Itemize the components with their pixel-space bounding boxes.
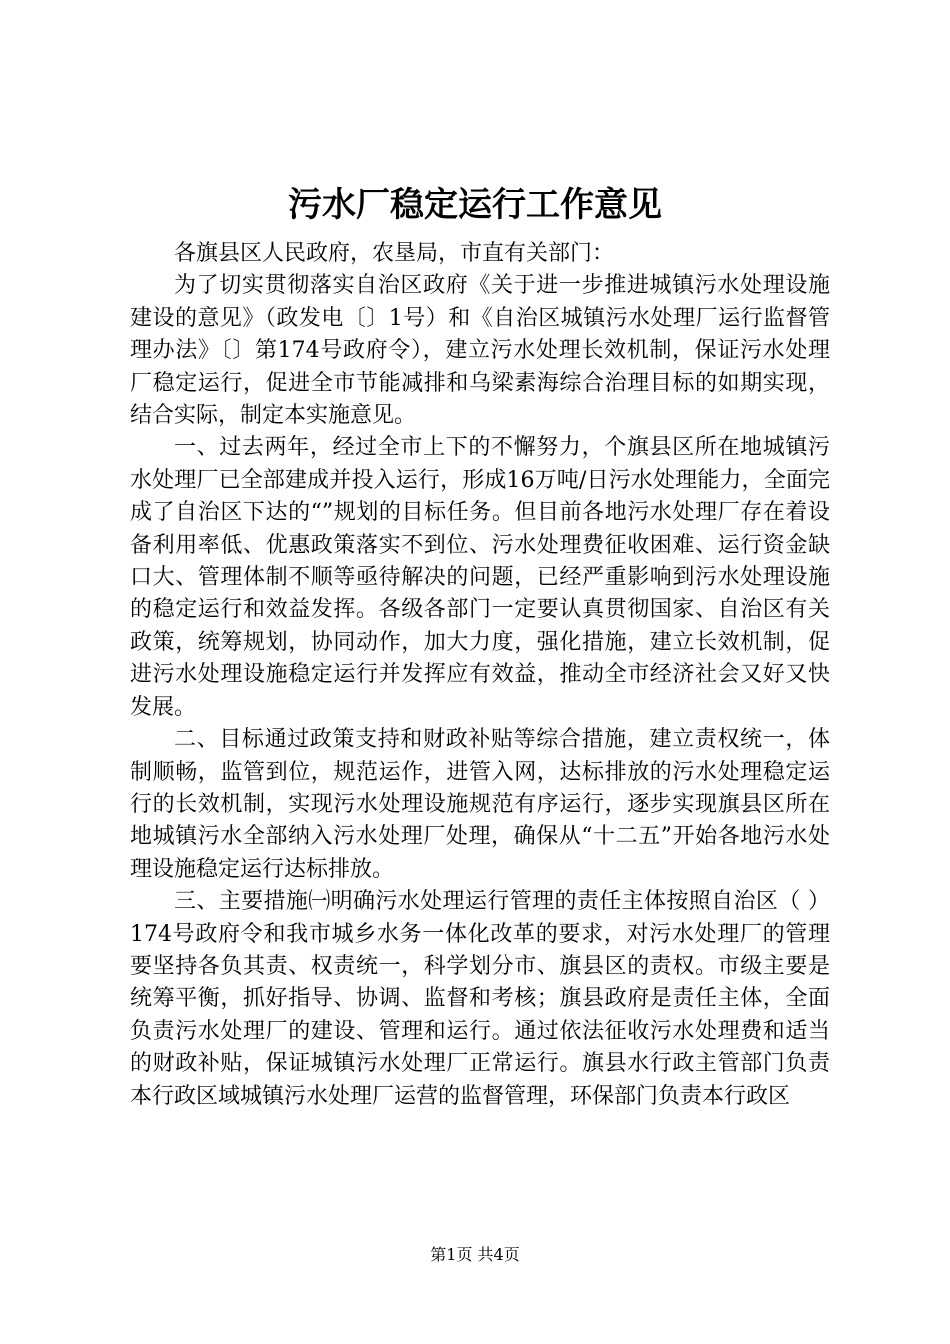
paragraph-section-3: 三、主要措施㈠明确污水处理运行管理的责任主体按照自治区（ ）174号政府令和我市城乡水务一体化改革的要求，对污水处理厂的管理要坚持各负其责、权责统一，科学划分市、旗县区的责权。市级主要是统筹平衡，抓好指导、协调、监督和考核；旗县政府是责任主体，全面负责污水处理厂的建设、管理和运行。通过依法征收污水处理费和适当的财政补贴，保证城镇污水处理厂正常运行。旗县水行政主管部门负责本行政区域城镇污水处理厂运营的监督管理，环保部门负责本行政区 bbox=[130, 889, 830, 1109]
paragraph-intro: 为了切实贯彻落实自治区政府《关于进一步推进城镇污水处理设施建设的意见》（政发电〔〕1号）和《自治区城镇污水处理厂运行监督管理办法》〔〕第174号政府令），建立污水处理长效机制，保证污水处理厂稳定运行，促进全市节能减排和乌梁素海综合治理目标的如期实现，结合实际，制定本实施意见。 bbox=[130, 273, 830, 429]
paragraph-section-1: 一、过去两年，经过全市上下的不懈努力，个旗县区所在地城镇污水处理厂已全部建成并投入运行，形成16万吨/日污水处理能力，全面完成了自治区下达的“”规划的目标任务。但目前各地污水处理厂存在着设备利用率低、优惠政策落实不到位、污水处理费征收困难、运行资金缺口大、管理体制不顺等亟待解决的问题，已经严重影响到污水处理设施的稳定运行和效益发挥。各级各部门一定要认真贯彻国家、自治区有关政策，统筹规划，协同动作，加大力度，强化措施，建立长效机制，促进污水处理设施稳定运行并发挥应有效益，推动全市经济社会又好又快发展。 bbox=[130, 435, 830, 720]
document-title: 污水厂稳定运行工作意见 bbox=[288, 185, 662, 225]
salutation: 各旗县区人民政府，农垦局，市直有关部门： bbox=[174, 241, 615, 266]
document-body bbox=[130, 238, 830, 1113]
paragraph-section-2: 二、目标通过政策支持和财政补贴等综合措施，建立责权统一，体制顺畅，监管到位，规范运作，进管入网，达标排放的污水处理稳定运行的长效机制，实现污水处理设施规范有序运行，逐步实现旗县区所在地城镇污水全部纳入污水处理厂处理，确保从“十二五”开始各地污水处理设施稳定运行达标排放。 bbox=[130, 727, 830, 882]
page-number-footer: 第1页 共4页 bbox=[430, 1245, 520, 1264]
